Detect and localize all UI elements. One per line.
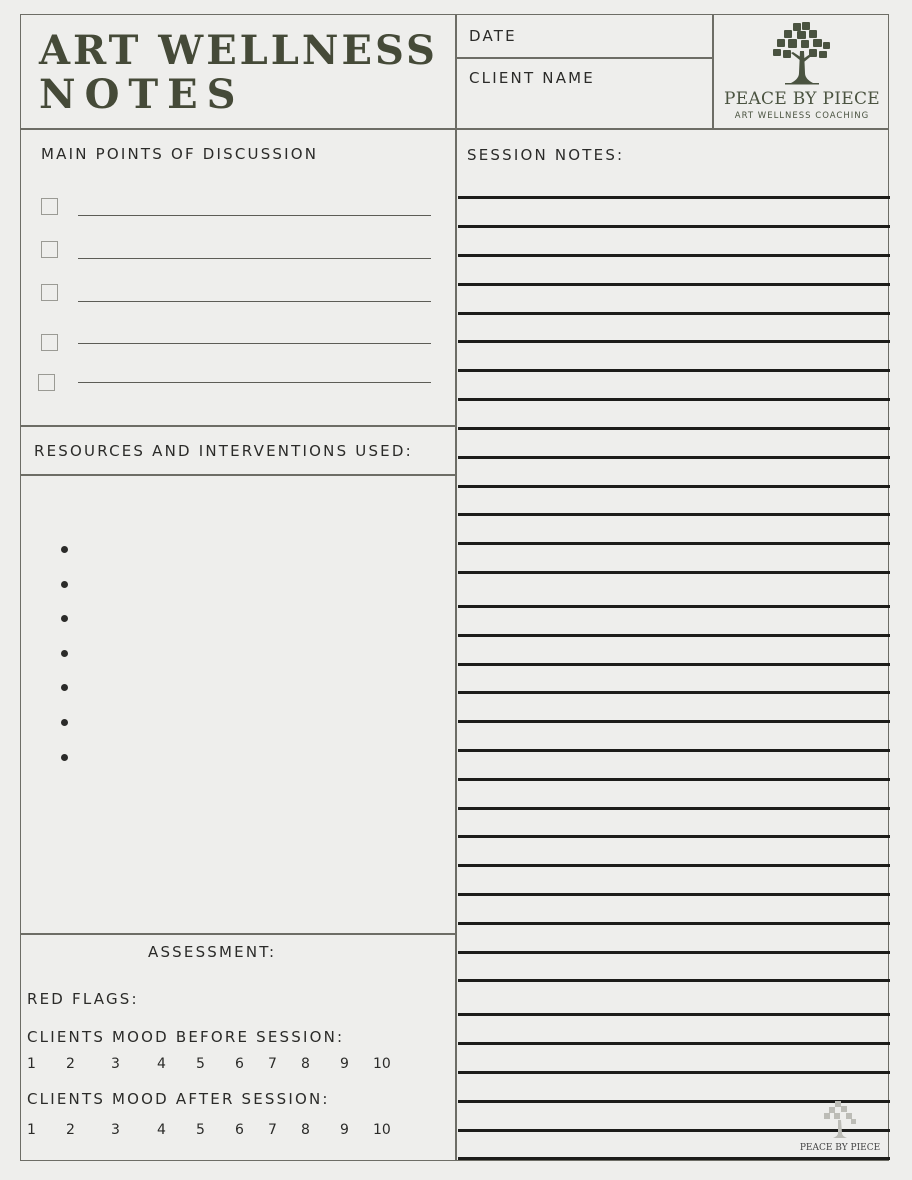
- note-line[interactable]: [458, 369, 890, 372]
- mood-after-7[interactable]: 7: [268, 1122, 277, 1138]
- discussion-line-1[interactable]: [78, 215, 431, 216]
- note-line[interactable]: [458, 663, 890, 666]
- note-line[interactable]: [458, 456, 890, 459]
- note-line[interactable]: [458, 398, 890, 401]
- mood-after-6[interactable]: 6: [235, 1122, 244, 1138]
- mood-before-7[interactable]: 7: [268, 1056, 277, 1072]
- note-line[interactable]: [458, 922, 890, 925]
- note-line[interactable]: [458, 196, 890, 199]
- discussion-divider: [21, 425, 456, 427]
- discussion-label: MAIN POINTS OF DISCUSSION: [41, 145, 319, 163]
- puzzle-tree-icon: [771, 21, 833, 87]
- note-line[interactable]: [458, 835, 890, 838]
- title-line-1: ART WELLNESS: [39, 27, 438, 74]
- resource-bullet: [61, 650, 68, 657]
- note-line[interactable]: [458, 225, 890, 228]
- note-line[interactable]: [458, 542, 890, 545]
- mood-after-8[interactable]: 8: [301, 1122, 310, 1138]
- brand-tagline: ART WELLNESS COACHING: [734, 111, 870, 121]
- title-line-2: NOTES: [39, 71, 245, 118]
- header-divider: [21, 128, 889, 130]
- discussion-checkbox-5[interactable]: [38, 374, 55, 391]
- watermark-text: PEACE BY PIECE: [799, 1143, 881, 1153]
- brand-name: PEACE BY PIECE: [724, 89, 880, 109]
- mood-before-label: CLIENTS MOOD BEFORE SESSION:: [27, 1028, 345, 1046]
- note-line[interactable]: [458, 951, 890, 954]
- mood-before-1[interactable]: 1: [27, 1056, 36, 1072]
- assessment-divider: [21, 933, 456, 935]
- client-name-label: CLIENT NAME: [469, 69, 595, 87]
- discussion-checkbox-4[interactable]: [41, 334, 58, 351]
- note-line[interactable]: [458, 1071, 890, 1074]
- page-title: [39, 29, 438, 117]
- note-line[interactable]: [458, 807, 890, 810]
- mood-after-2[interactable]: 2: [66, 1122, 75, 1138]
- discussion-line-5[interactable]: [78, 382, 431, 383]
- mood-after-3[interactable]: 3: [111, 1122, 120, 1138]
- note-line[interactable]: [458, 1042, 890, 1045]
- discussion-line-3[interactable]: [78, 301, 431, 302]
- note-line[interactable]: [458, 571, 890, 574]
- note-line[interactable]: [458, 254, 890, 257]
- note-line[interactable]: [458, 720, 890, 723]
- mood-before-6[interactable]: 6: [235, 1056, 244, 1072]
- discussion-checkbox-3[interactable]: [41, 284, 58, 301]
- mood-after-4[interactable]: 4: [157, 1122, 166, 1138]
- note-line[interactable]: [458, 427, 890, 430]
- watermark: [790, 1098, 890, 1158]
- discussion-line-4[interactable]: [78, 343, 431, 344]
- mood-before-9[interactable]: 9: [340, 1056, 349, 1072]
- session-notes-label: SESSION NOTES:: [467, 146, 625, 164]
- note-line[interactable]: [458, 1013, 890, 1016]
- main-column-divider: [455, 15, 457, 1160]
- resource-bullet: [61, 615, 68, 622]
- resource-bullet: [61, 581, 68, 588]
- mood-before-10[interactable]: 10: [373, 1056, 391, 1072]
- watermark-tree-icon: [822, 1100, 858, 1140]
- mood-before-3[interactable]: 3: [111, 1056, 120, 1072]
- note-line[interactable]: [458, 340, 890, 343]
- mood-after-5[interactable]: 5: [196, 1122, 205, 1138]
- note-line[interactable]: [458, 312, 890, 315]
- mood-before-2[interactable]: 2: [66, 1056, 75, 1072]
- mood-before-8[interactable]: 8: [301, 1056, 310, 1072]
- mood-before-5[interactable]: 5: [196, 1056, 205, 1072]
- note-line[interactable]: [458, 979, 890, 982]
- mood-before-4[interactable]: 4: [157, 1056, 166, 1072]
- date-label: DATE: [469, 27, 517, 45]
- resource-bullet: [61, 546, 68, 553]
- mood-after-1[interactable]: 1: [27, 1122, 36, 1138]
- note-line[interactable]: [458, 893, 890, 896]
- resource-bullet: [61, 684, 68, 691]
- note-line[interactable]: [458, 634, 890, 637]
- note-line[interactable]: [458, 778, 890, 781]
- note-line[interactable]: [458, 605, 890, 608]
- resource-bullet: [61, 754, 68, 761]
- assessment-label: ASSESSMENT:: [148, 943, 277, 961]
- note-line[interactable]: [458, 864, 890, 867]
- resources-divider: [21, 474, 456, 476]
- discussion-checkbox-2[interactable]: [41, 241, 58, 258]
- note-line[interactable]: [458, 513, 890, 516]
- note-line[interactable]: [458, 485, 890, 488]
- date-divider: [456, 57, 712, 59]
- resource-bullet: [61, 719, 68, 726]
- resources-label: RESOURCES AND INTERVENTIONS USED:: [34, 442, 413, 460]
- brand-logo: [714, 15, 890, 128]
- note-line[interactable]: [458, 749, 890, 752]
- mood-after-label: CLIENTS MOOD AFTER SESSION:: [27, 1090, 330, 1108]
- mood-after-10[interactable]: 10: [373, 1122, 391, 1138]
- note-line[interactable]: [458, 691, 890, 694]
- note-line[interactable]: [458, 283, 890, 286]
- red-flags-label: RED FLAGS:: [27, 990, 139, 1008]
- notes-sheet: [20, 14, 889, 1161]
- discussion-line-2[interactable]: [78, 258, 431, 259]
- discussion-checkbox-1[interactable]: [41, 198, 58, 215]
- mood-after-9[interactable]: 9: [340, 1122, 349, 1138]
